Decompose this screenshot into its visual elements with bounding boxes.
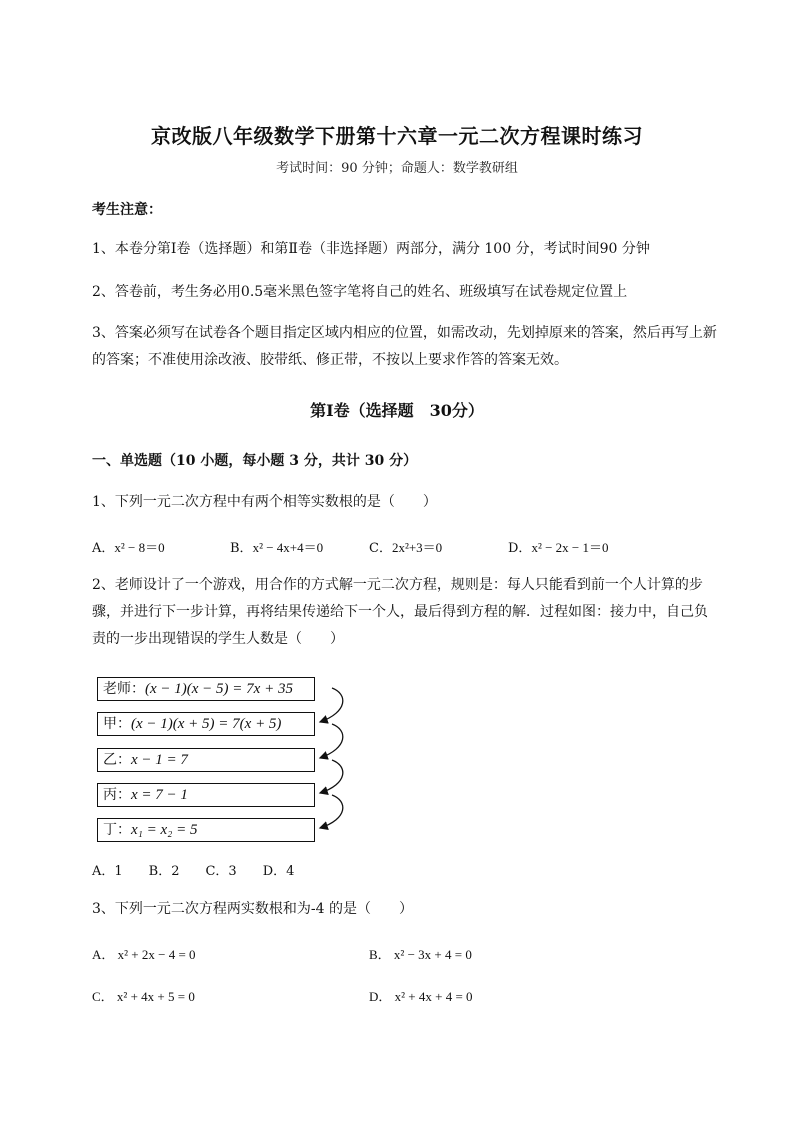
relay-arrow-3 [320,760,343,793]
q3-option-c: C． x² + 4x + 5 = 0 [92,989,195,1004]
q3-stem: 3、下列一元二次方程两实数根和为-4 的是（ ） [92,901,413,917]
part-title: 第Ⅰ卷（选择题 30分） [310,401,484,420]
relay-step-ding: 丁：x₁ = x₂ = 5 [97,818,315,842]
q1-stem: 1、下列一元二次方程中有两个相等实数根的是（ ） [92,494,437,510]
q2-stem-line-2: 骤，并进行下一步计算，再将结果传递给下一个人，最后得到方程的解．过程如图：接力中，自己负 [92,604,708,620]
q1-option-b: B．x² − 4x+4＝0 [230,540,324,556]
q1-option-a: A．x² − 8＝0 [92,540,165,556]
q1-option-c: C．2x²+3＝0 [369,540,443,556]
notice-item-2: 2、答卷前，考生务必用0.5毫米黑色签字笔将自己的姓名、班级填写在试卷规定位置上 [92,284,628,300]
relay-arrow-2 [320,724,343,758]
q2-stem-line-1: 2、老师设计了一个游戏，用合作的方式解一元二次方程，规则是：每人只能看到前一个人计算的步 [92,577,703,593]
relay-step-jia: 甲：(x − 1)(x + 5) = 7(x + 5) [97,712,315,736]
relay-arrow-1 [320,688,343,722]
q2-stem-line-3: 责的一步出现错误的学生人数是（ ） [92,631,344,647]
notice-item-1: 1、本卷分第Ⅰ卷（选择题）和第Ⅱ卷（非选择题）两部分，满分 100 分，考试时间90 分钟 [92,241,650,257]
q1-option-d: D．x² − 2x − 1＝0 [508,540,609,556]
q3-option-b: B． x² − 3x + 4 = 0 [369,947,472,962]
notice-item-3-cont: 的答案；不准使用涂改液、胶带纸、修正带，不按以上要求作答的答案无效。 [92,352,568,368]
notice-heading: 考生注意： [92,202,162,218]
page-title: 京改版八年级数学下册第十六章一元二次方程课时练习 [151,124,643,148]
section-heading: 一、单选题（10 小题，每小题 3 分，共计 30 分） [92,453,418,469]
q3-option-a: A． x² + 2x − 4 = 0 [92,947,196,962]
relay-step-teacher: 老师：(x − 1)(x − 5) = 7x + 35 [97,677,315,701]
relay-step-yi: 乙：x − 1 = 7 [97,748,315,772]
relay-arrows [314,676,354,856]
q3-option-d: D． x² + 4x + 4 = 0 [369,989,473,1004]
notice-item-3: 3、答案必须写在试卷各个题目指定区域内相应的位置，如需改动，先划掉原来的答案，然后再写上新 [92,325,717,341]
relay-step-bing: 丙：x = 7 − 1 [97,783,315,807]
relay-arrow-4 [320,795,343,828]
exam-info: 考试时间：90 分钟；命题人：数学教研组 [276,161,518,176]
q2-options: A．1 B．2 C．3 D．4 [92,864,295,879]
